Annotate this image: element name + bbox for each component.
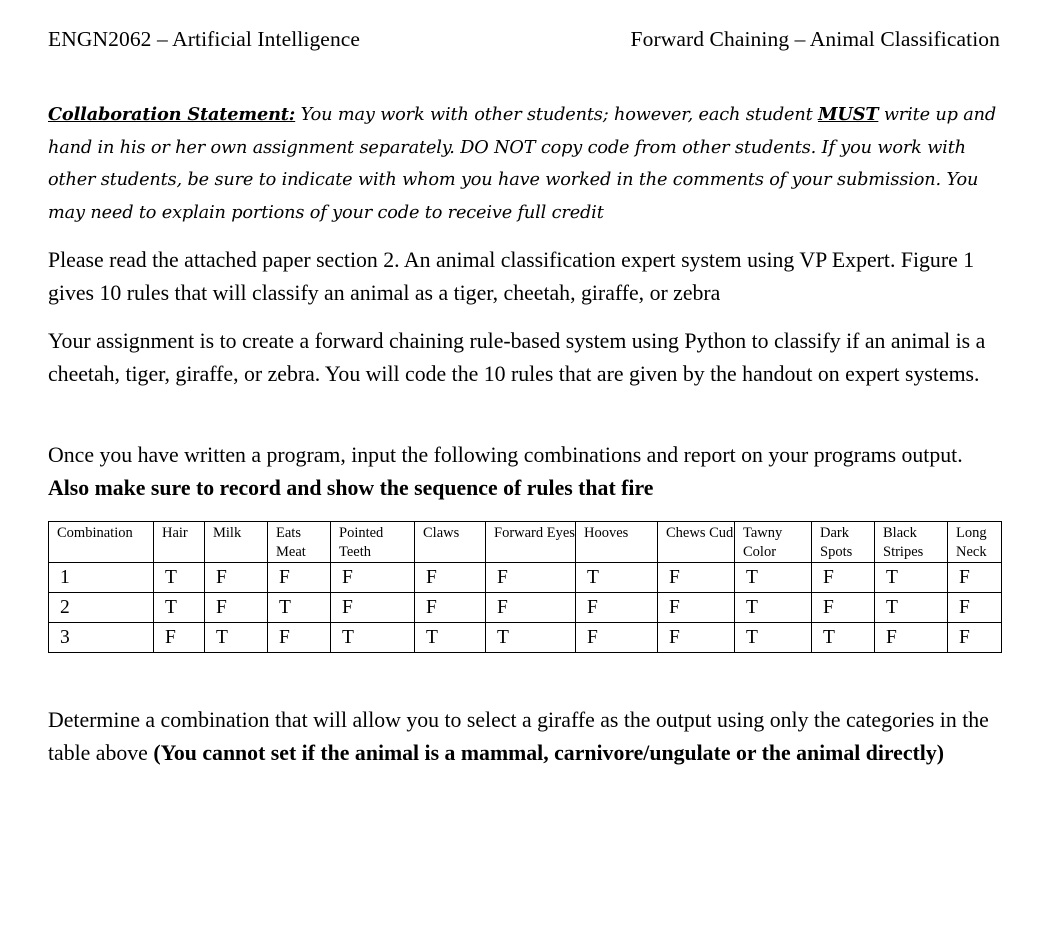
course-title: ENGN2062 – Artificial Intelligence [48,27,361,51]
combination-table [48,521,1002,653]
header-eats-meat: Eats Meat [268,522,331,563]
giraffe-task-bold: (You cannot set if the animal is a mammal, carnivore/ungulate or the animal directly) [153,741,945,765]
paragraph-input-bold: Also make sure to record and show the sequence of rules that fire [48,476,654,500]
paragraph-read-paper: Please read the attached paper section 2. An animal classification expert system using VP Expert. Figure 1 gives 10 rules that will classify an animal as a tiger, cheetah, giraffe, or zebra [48,248,975,305]
header-pointed-teeth: Pointed Teeth [331,522,415,563]
header-forward-eyes: Forward Eyes [486,522,576,563]
table-cell: T [331,623,415,653]
table-cell: T [154,563,205,593]
table-cell: T [486,623,576,653]
table-cell: 3 [49,623,154,653]
paragraph-assignment: Your assignment is to create a forward chaining rule-based system using Python to classify if an animal is a cheetah, tiger, giraffe, or zebra. You will code the 10 rules that are given by the handout on expert systems. [48,329,986,386]
collaboration-statement [48,99,1008,229]
assignment-topic: Forward Chaining – Animal Classification [630,27,1000,51]
table-row [49,563,1002,593]
table-cell: F [268,623,331,653]
table-cell: T [576,563,658,593]
table-cell: F [205,593,268,623]
table-cell: T [154,593,205,623]
table-row [49,623,1002,653]
paragraph-giraffe-task [48,704,1008,770]
header-hooves: Hooves [576,522,658,563]
paragraph-input-text: Once you have written a program, input the following combinations and report on your programs output. [48,443,963,467]
table-cell: T [812,623,875,653]
table-cell: F [658,623,735,653]
table-cell: F [268,563,331,593]
table-cell: F [948,593,1002,623]
header-long-neck: Long Neck [948,522,1002,563]
table-cell: F [948,623,1002,653]
table-cell: F [486,593,576,623]
table-cell: T [875,593,948,623]
table-cell: F [576,623,658,653]
table-row [49,593,1002,623]
table-cell: F [154,623,205,653]
collaboration-text-start: You may work with other students; however, each student [295,105,818,125]
header-tawny-color: Tawny Color [735,522,812,563]
header-chews-cud: Chews Cud [658,522,735,563]
giraffe-task-text: Determine a combination that will allow you to select a giraffe as the output using only the categories in the table above [48,708,989,765]
header-claws: Claws [415,522,486,563]
table-cell: T [415,623,486,653]
table-cell: F [415,563,486,593]
table-cell: F [812,593,875,623]
table-cell: F [875,623,948,653]
table-cell: F [576,593,658,623]
table-cell: F [415,593,486,623]
table-cell: F [331,593,415,623]
table-cell: F [658,593,735,623]
header-hair: Hair [154,522,205,563]
table-cell: 1 [49,563,154,593]
table-cell: T [735,593,812,623]
header-dark-spots: Dark Spots [812,522,875,563]
paragraph-input-combinations [48,439,1008,505]
table-cell: F [205,563,268,593]
header-black-stripes: Black Stripes [875,522,948,563]
header-combination: Combination [49,522,154,563]
table-cell: T [205,623,268,653]
table-cell: F [948,563,1002,593]
collaboration-label: Collaboration Statement: [48,104,296,125]
table-cell: T [735,623,812,653]
table-cell: T [875,563,948,593]
table-cell: F [812,563,875,593]
collaboration-text-end: write up and hand in his or her own assignment separately. DO NOT copy code from other students. If you work with other students, be sure to indicate with whom you have worked in the comments of your submission. You may need to explain portions of your code to receive full credit [48,105,997,223]
page-header [48,27,1000,52]
table-cell: T [735,563,812,593]
table-cell: F [486,563,576,593]
table-cell: F [658,563,735,593]
header-milk: Milk [205,522,268,563]
table-cell: 2 [49,593,154,623]
table-cell: F [331,563,415,593]
table-cell: T [268,593,331,623]
table-header-row [49,522,1002,563]
must-emphasis: MUST [818,104,879,125]
